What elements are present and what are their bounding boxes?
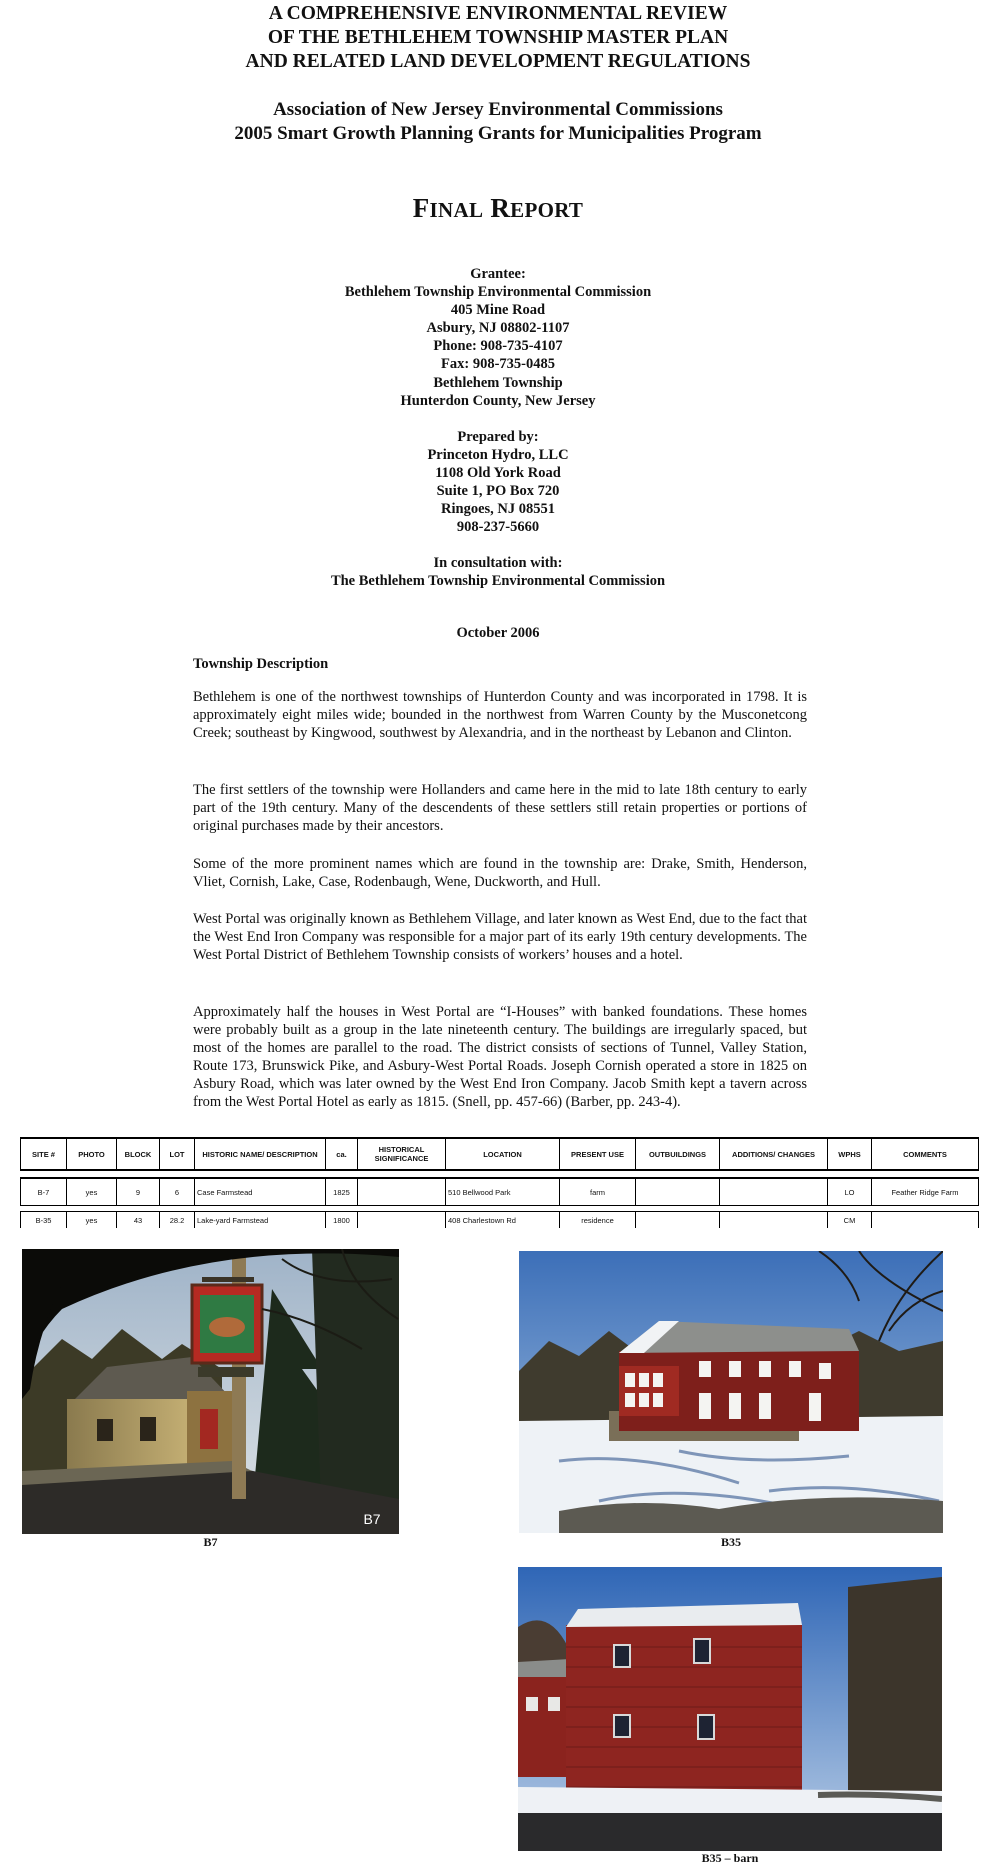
column-header: OUTBUILDINGS bbox=[636, 1138, 720, 1170]
program-name bbox=[0, 98, 996, 146]
cell-outbuildings bbox=[636, 1178, 720, 1206]
prepared-line: 1108 Old York Road bbox=[435, 465, 561, 482]
cell-additions bbox=[720, 1178, 828, 1206]
cell-use: residence bbox=[560, 1212, 636, 1229]
column-header: ca. bbox=[326, 1138, 358, 1170]
column-header: BLOCK bbox=[117, 1138, 160, 1170]
cell-site: B-35 bbox=[21, 1212, 67, 1229]
column-header: ADDITIONS/ CHANGES bbox=[720, 1138, 828, 1170]
report-title bbox=[0, 2, 996, 74]
cell-year: 1825 bbox=[326, 1178, 358, 1206]
column-header: PRESENT USE bbox=[560, 1138, 636, 1170]
cell-lot: 28.2 bbox=[160, 1212, 195, 1229]
paragraph: Approximately half the houses in West Portal are “I-Houses” with banked foundations. These homes were probably built as a group in the late nineteenth century. The buildings are irregularly spaced, but most of the homes are parallel to the road. The district consists of sections of Tunnel, Valley Station, Route 173, Brunswick Pike, and Asbury-West Portal Roads. Joseph Cornish operated a store in 1825 on Asbury Road, which was later owned by the West End Iron Company. Jacob Smith kept a tavern across from the West Portal Hotel as early as 1815. (Snell, pp. 457-66) (Barber, pp. 243-4). bbox=[193, 1004, 807, 1110]
consultation-label: In consultation with: bbox=[433, 555, 563, 571]
photo-b35-barn bbox=[518, 1567, 942, 1851]
cell-wphs: CM bbox=[828, 1212, 872, 1229]
title-line: OF THE BETHLEHEM TOWNSHIP MASTER PLAN bbox=[267, 27, 729, 48]
grantee-line: Bethlehem Township bbox=[433, 374, 563, 391]
cell-wphs: LO bbox=[828, 1178, 872, 1206]
prepared-label: Prepared by: bbox=[457, 429, 539, 445]
column-header: HISTORICAL SIGNIFICANCE bbox=[358, 1138, 446, 1170]
cell-block: 9 bbox=[117, 1178, 160, 1206]
photo-caption: B35 – barn bbox=[701, 1851, 759, 1865]
prepared-line: Ringoes, NJ 08551 bbox=[441, 501, 555, 518]
assoc-line: Association of New Jersey Environmental Commissions bbox=[273, 99, 723, 120]
cell-lot: 6 bbox=[160, 1178, 195, 1206]
final-report-heading: FINAL REPORT bbox=[412, 193, 584, 223]
cell-year: 1800 bbox=[326, 1212, 358, 1229]
cell-significance bbox=[358, 1178, 446, 1206]
photo-caption: B7 bbox=[203, 1535, 218, 1549]
grantee-line: Bethlehem Township Environmental Commission bbox=[344, 284, 652, 301]
inventory-table-row bbox=[20, 1211, 979, 1228]
column-header: HISTORIC NAME/ DESCRIPTION bbox=[195, 1138, 326, 1170]
paragraph: Some of the more prominent names which are found in the township are: Drake, Smith, Henderson, Vliet, Cornish, Lake, Case, Rodenbaugh, Wene, Duckworth, and Hull. bbox=[193, 856, 807, 890]
cell-location: 510 Bellwood Park bbox=[446, 1178, 560, 1206]
photo-overlay-label: B7 bbox=[363, 1511, 381, 1527]
column-header: PHOTO bbox=[67, 1138, 117, 1170]
grantee-label: Grantee: bbox=[470, 266, 526, 282]
grantee-line: Phone: 908-735-4107 bbox=[433, 338, 563, 355]
paragraph: The first settlers of the township were Hollanders and came here in the mid to late 18th century to early part of the 19th century. Many of the descendents of these settlers still retain properties or portions of original purchases made by their ancestors. bbox=[193, 782, 807, 834]
grantee-line: Asbury, NJ 08802-1107 bbox=[426, 320, 570, 337]
prepared-line: Princeton Hydro, LLC bbox=[427, 447, 569, 464]
cell-site: B-7 bbox=[21, 1178, 67, 1206]
report-date: October 2006 bbox=[456, 625, 540, 641]
grantee-block bbox=[0, 265, 996, 410]
cell-block: 43 bbox=[117, 1212, 160, 1229]
grantee-line: 405 Mine Road bbox=[450, 302, 546, 319]
assoc-line: 2005 Smart Growth Planning Grants for Municipalities Program bbox=[234, 123, 762, 144]
cell-significance bbox=[358, 1212, 446, 1229]
section-heading: Township Description bbox=[193, 656, 329, 672]
prepared-by-block bbox=[0, 428, 996, 537]
inventory-table-header bbox=[20, 1137, 979, 1171]
inventory-table-row bbox=[20, 1177, 979, 1206]
title-line: AND RELATED LAND DEVELOPMENT REGULATIONS bbox=[245, 51, 751, 72]
photo-b7 bbox=[22, 1249, 399, 1534]
column-header: LOCATION bbox=[446, 1138, 560, 1170]
cell-comments bbox=[872, 1212, 979, 1229]
cell-photo: yes bbox=[67, 1178, 117, 1206]
photo-caption: B35 bbox=[720, 1535, 741, 1549]
title-line: A COMPREHENSIVE ENVIRONMENTAL REVIEW bbox=[268, 3, 728, 24]
cell-use: farm bbox=[560, 1178, 636, 1206]
cell-location: 408 Charlestown Rd bbox=[446, 1212, 560, 1229]
cell-outbuildings bbox=[636, 1212, 720, 1229]
paragraph: West Portal was originally known as Bethlehem Village, and later known as West End, due to the fact that the West End Iron Company was responsible for a major part of its early 19th century developments. The West Portal District of Bethlehem Township consists of workers’ houses and a hotel. bbox=[193, 911, 807, 963]
column-header: COMMENTS bbox=[872, 1138, 979, 1170]
cell-additions bbox=[720, 1212, 828, 1229]
cell-comments: Feather Ridge Farm bbox=[872, 1178, 979, 1206]
cell-name: Lake-yard Farmstead bbox=[195, 1212, 326, 1229]
prepared-line: Suite 1, PO Box 720 bbox=[436, 483, 560, 500]
paragraph: Bethlehem is one of the northwest townships of Hunterdon County and was incorporated in 1798. It is approximately eight miles wide; bounded in the northwest from Warren County by the Musconetcong Creek; southeast by Kingwood, southwest by Alexandria, and in the northeast by Lebanon and Clinton. bbox=[193, 689, 807, 741]
column-header: LOT bbox=[160, 1138, 195, 1170]
cell-name: Case Farmstead bbox=[195, 1178, 326, 1206]
column-header: WPHS bbox=[828, 1138, 872, 1170]
column-header: SITE # bbox=[21, 1138, 67, 1170]
consultation-line: The Bethlehem Township Environmental Commission bbox=[330, 573, 666, 590]
photo-b35 bbox=[519, 1251, 943, 1533]
grantee-line: Fax: 908-735-0485 bbox=[441, 356, 555, 373]
cell-photo: yes bbox=[67, 1212, 117, 1229]
grantee-line: Hunterdon County, New Jersey bbox=[400, 392, 596, 409]
prepared-line: 908-237-5660 bbox=[456, 519, 540, 536]
consultation-block bbox=[0, 554, 996, 590]
